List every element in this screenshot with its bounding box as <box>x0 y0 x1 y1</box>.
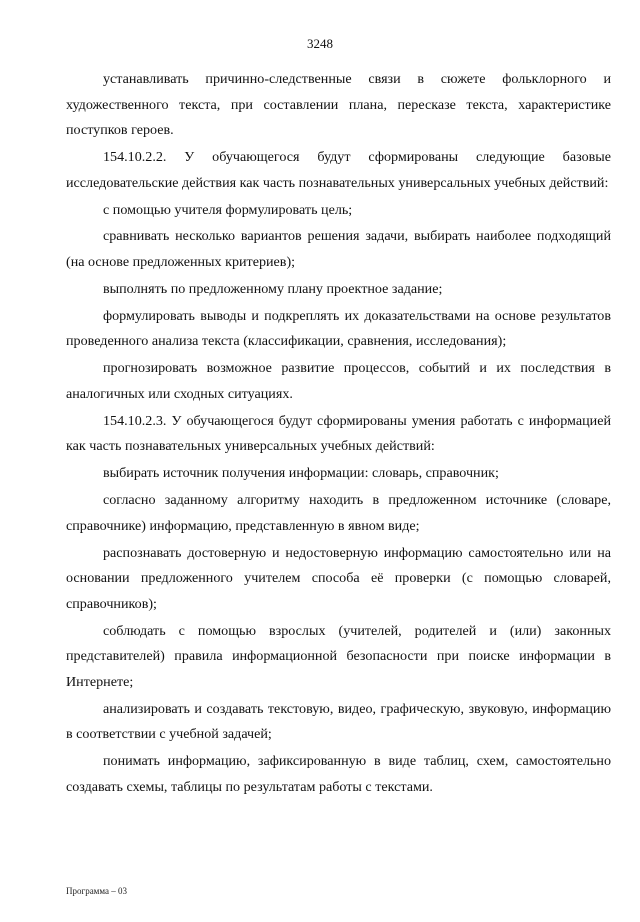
paragraph: анализировать и создавать текстовую, видео, графическую, звуковую, информацию в соответствии с учебной задачей; <box>66 700 611 743</box>
paragraph: выбирать источник получения информации: словарь, справочник; <box>103 465 499 482</box>
paragraph: распознавать достоверную и недостоверную информацию самостоятельно или на основании предложенного учителем способа её проверки (с помощью словарей, справочников); <box>66 544 611 612</box>
paragraph: 154.10.2.3. У обучающегося будут сформированы умения работать с информацией как часть познавательных универсальных учебных действий: <box>66 412 611 455</box>
footer-label: Программа – 03 <box>66 886 128 896</box>
paragraph: сравнивать несколько вариантов решения задачи, выбирать наиболее подходящий (на основе предложенных критериев); <box>66 228 611 271</box>
paragraph: понимать информацию, зафиксированную в виде таблиц, схем, самостоятельно создавать схемы, таблицы по результатам работы с текстами. <box>66 753 611 795</box>
page-number: 3248 <box>307 36 333 51</box>
paragraph: соблюдать с помощью взрослых (учителей, родителей и (или) законных представителей) правила информационной безопасности при поиске информации в Интернете; <box>66 622 611 690</box>
paragraph: согласно заданному алгоритму находить в предложенном источнике (словаре, справочнике) информацию, представленную в явном виде; <box>66 492 611 534</box>
paragraph: формулировать выводы и подкреплять их доказательствами на основе результатов проведенного анализа текста (классификации, сравнения, исследования); <box>66 307 611 350</box>
paragraph: выполнять по предложенному плану проектное задание; <box>103 280 443 297</box>
document-body <box>66 67 611 802</box>
paragraph: 154.10.2.2. У обучающегося будут сформированы следующие базовые исследовательские действия как часть познавательных универсальных учебных действий: <box>66 149 611 191</box>
paragraph: с помощью учителя формулировать цель; <box>103 201 353 218</box>
paragraph: устанавливать причинно-следственные связи в сюжете фольклорного и художественного текста, при составлении плана, пересказе текста, характеристике поступков героев. <box>66 71 611 139</box>
paragraph: прогнозировать возможное развитие процессов, событий и их последствия в аналогичных или сходных ситуациях. <box>66 360 611 402</box>
